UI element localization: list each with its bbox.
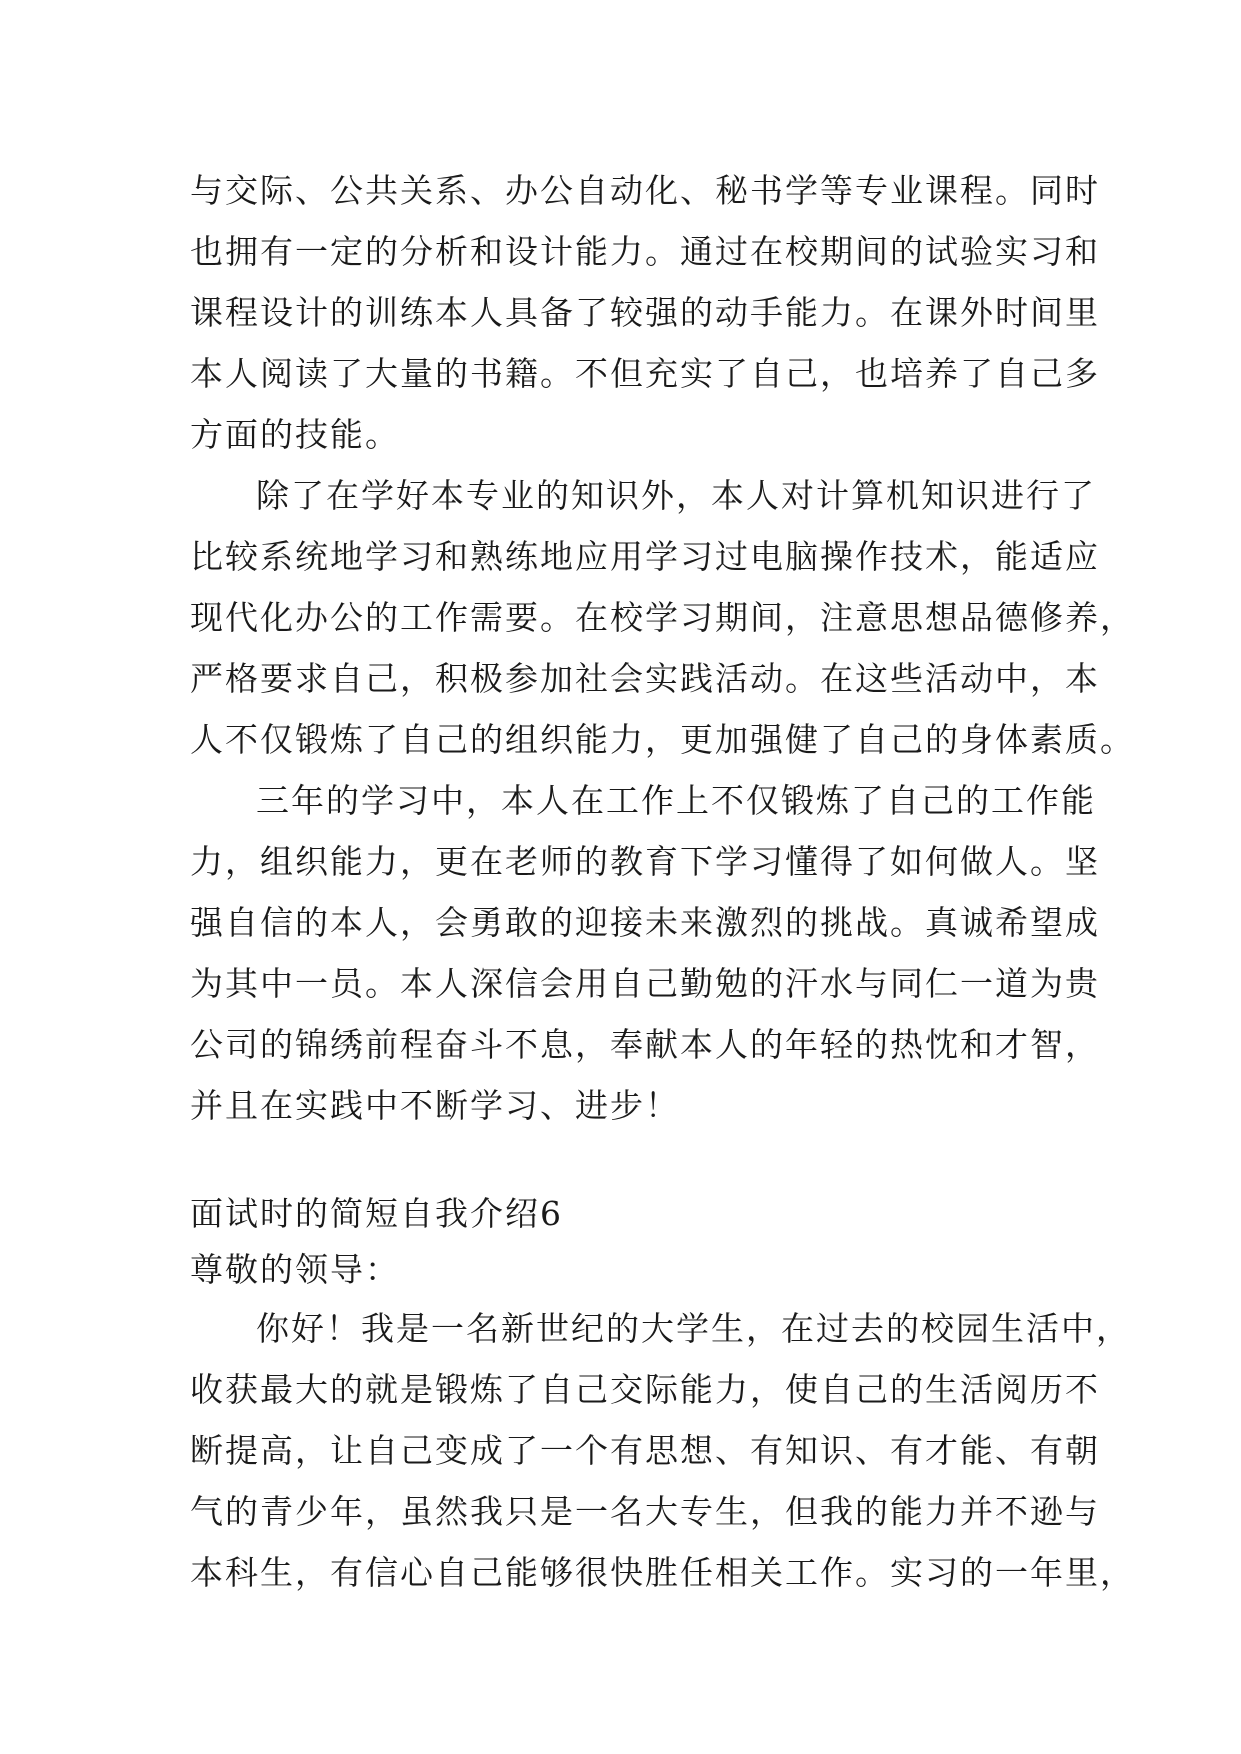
text-line: 断 提 高 ， 让 自 己 变 成 了 一 个 有 思 想 、 有 知 识 、 有 才 能 、 有 朝: [190, 1431, 1100, 1470]
text-line: 比 较 系 统 地 学 习 和 熟 练 地 应 用 学 习 过 电 脑 操 作 技 术 ， 能 适 应: [190, 537, 1100, 576]
text-line: 为 其 中 一 员 。 本 人 深 信 会 用 自 己 勤 勉 的 汗 水 与 同 仁 一 道 为 贵: [190, 964, 1100, 1003]
text-line: 力 ， 组 织 能 力 ， 更 在 老 师 的 教 育 下 学 习 懂 得 了 如 何 做 人 。 坚: [190, 842, 1100, 881]
text-line: 除 了 在 学 好 本 专 业 的 知 识 外 ， 本 人 对 计 算 机 知 识 进 行 了: [256, 476, 1096, 515]
text-line: 人 不 仅 锻 炼 了 自 己 的 组 织 能 力 ， 更 加 强 健 了 自 己 的 身 体 素 质 。: [190, 720, 1135, 759]
text-line: 气 的 青 少 年 ， 虽 然 我 只 是 一 名 大 专 生 ， 但 我 的 能 力 并 不 逊 与: [190, 1492, 1100, 1531]
text-line: 与 交 际 、 公 共 关 系 、 办 公 自 动 化 、 秘 书 学 等 专 业 课 程 。 同 时: [190, 171, 1100, 210]
text-line: 本 科 生 ， 有 信 心 自 己 能 够 很 快 胜 任 相 关 工 作 。 实 习 的 一 年 里 ，: [190, 1553, 1135, 1592]
text-line: 严 格 要 求 自 己 ， 积 极 参 加 社 会 实 践 活 动 。 在 这 些 活 动 中 ， 本: [190, 659, 1100, 698]
text-line: 本 人 阅 读 了 大 量 的 书 籍 。 不 但 充 实 了 自 己 ， 也 培 养 了 自 己 多: [190, 354, 1100, 393]
text-line: 公 司 的 锦 绣 前 程 奋 斗 不 息 ， 奉 献 本 人 的 年 轻 的 热 忱 和 才 智 ，: [190, 1025, 1100, 1064]
text-line: 并且在实践中不断学习、进步！: [190, 1086, 680, 1125]
text-line: 方面的技能。: [190, 415, 400, 454]
paragraph-2: [190, 465, 1135, 770]
text-line: 强 自 信 的 本 人 ， 会 勇 敢 的 迎 接 未 来 激 烈 的 挑 战 。 真 诚 希 望 成: [190, 903, 1100, 942]
text-line: 你 好 ！ 我 是 一 名 新 世 纪 的 大 学 生 ， 在 过 去 的 校 园 生 活 中 ，: [256, 1309, 1131, 1348]
paragraph-1: [190, 160, 1100, 465]
section-gap: [190, 1136, 1070, 1186]
document-body: [190, 160, 1135, 1603]
text-line: 三 年 的 学 习 中 ， 本 人 在 工 作 上 不 仅 锻 炼 了 自 己 的 工 作 能: [256, 781, 1096, 820]
text-line: 现 代 化 办 公 的 工 作 需 要 。 在 校 学 习 期 间 ， 注 意 思 想 品 德 修 养 ，: [190, 598, 1135, 637]
section-title: 面试时的简短自我介绍6: [190, 1194, 563, 1233]
paragraph-4: [190, 1298, 1135, 1603]
text-line: 收 获 最 大 的 就 是 锻 炼 了 自 己 交 际 能 力 ， 使 自 己 的 生 活 阅 历 不: [190, 1370, 1100, 1409]
salutation: 尊敬的领导：: [190, 1250, 400, 1289]
paragraph-3: [190, 770, 1100, 1136]
text-line: 课 程 设 计 的 训 练 本 人 具 备 了 较 强 的 动 手 能 力 。 在 课 外 时 间 里: [190, 293, 1100, 332]
text-line: 也 拥 有 一 定 的 分 析 和 设 计 能 力 。 通 过 在 校 期 间 的 试 验 实 习 和: [190, 232, 1100, 271]
